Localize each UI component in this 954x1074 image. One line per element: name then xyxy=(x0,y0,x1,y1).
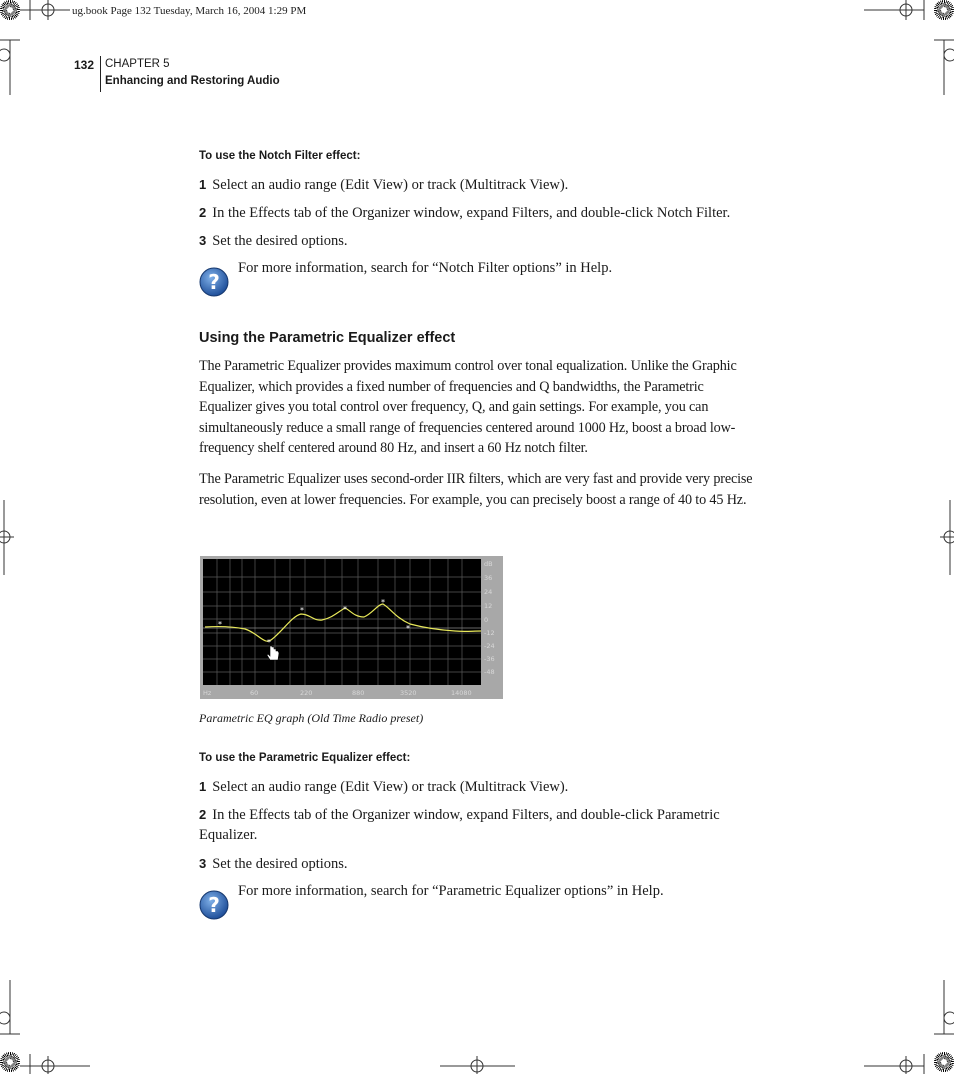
page-number: 132 xyxy=(74,58,95,72)
param-step-1 xyxy=(199,777,759,797)
eq-control-point: * xyxy=(406,624,410,633)
header-divider xyxy=(100,56,101,92)
step-number: 3 xyxy=(199,233,207,248)
chapter-title: Enhancing and Restoring Audio xyxy=(105,75,280,87)
notch-step-3 xyxy=(199,231,759,251)
eq-control-point: * xyxy=(300,606,304,615)
section-heading: Using the Parametric Equalizer effect xyxy=(199,330,456,346)
parametric-eq-graph xyxy=(200,556,503,699)
eq-control-point: * xyxy=(343,605,347,614)
step-number: 3 xyxy=(199,856,207,871)
eq-x-unit: Hz xyxy=(203,689,212,697)
eq-y-tick: 24 xyxy=(484,588,493,596)
step-text: In the Effects tab of the Organizer window, expand Filters, and double-click Notch Filter. xyxy=(212,205,731,221)
step-text: Set the desired options. xyxy=(212,233,348,249)
step-number: 1 xyxy=(199,779,207,794)
svg-text:?: ? xyxy=(208,893,220,917)
eq-y-tick: -36 xyxy=(484,655,495,663)
chapter-label: CHAPTER 5 xyxy=(105,58,170,70)
step-number: 2 xyxy=(199,807,207,822)
eq-y-tick: -48 xyxy=(484,668,495,676)
help-question-icon xyxy=(199,890,229,920)
eq-y-tick: 36 xyxy=(484,574,493,582)
eq-y-unit: dB xyxy=(484,560,493,568)
step-text: In the Effects tab of the Organizer window, expand Filters, and double-click Parametric Equalizer. xyxy=(199,807,720,843)
step-text: Select an audio range (Edit View) or track (Multitrack View). xyxy=(212,177,569,193)
param-procedure-heading: To use the Parametric Equalizer effect: xyxy=(199,752,411,764)
step-number: 1 xyxy=(199,177,207,192)
print-slug: ug.book Page 132 Tuesday, March 16, 2004 1:29 PM xyxy=(72,5,307,17)
step-text: Select an audio range (Edit View) or track (Multitrack View). xyxy=(212,779,569,795)
eq-control-point: * xyxy=(218,620,222,629)
figure-caption: Parametric EQ graph (Old Time Radio preset) xyxy=(199,711,424,725)
param-help-text: For more information, search for “Parametric Equalizer options” in Help. xyxy=(238,883,664,899)
svg-text:?: ? xyxy=(208,270,220,294)
step-text: Set the desired options. xyxy=(212,856,348,872)
eq-y-tick: 0 xyxy=(484,616,489,624)
eq-x-tick: 3520 xyxy=(400,689,417,697)
notch-help-text: For more information, search for “Notch Filter options” in Help. xyxy=(238,260,613,276)
eq-x-tick: 220 xyxy=(300,689,313,697)
eq-x-tick: 60 xyxy=(250,689,259,697)
param-step-2 xyxy=(199,805,759,845)
section-paragraph-2: The Parametric Equalizer uses second-order IIR filters, which are very fast and provide very precise resolution, even at lower frequencies. For example, you can precisely boost a range of 40 to 45 Hz. xyxy=(199,471,753,508)
notch-step-1 xyxy=(199,175,759,195)
step-number: 2 xyxy=(199,205,207,220)
eq-control-point: * xyxy=(267,638,271,647)
notch-procedure-heading: To use the Notch Filter effect: xyxy=(199,150,361,162)
eq-x-tick: 880 xyxy=(352,689,365,697)
eq-y-tick: -12 xyxy=(484,629,495,637)
section-paragraph-1: The Parametric Equalizer provides maximum control over tonal equalization. Unlike the Graphic Equalizer, which provides a fixed number of frequencies and Q bandwidths, the Parametric Equalizer gives you total control over frequency, Q, and gain settings. For example, you can simultaneously reduce a small range of frequencies centered around 1000 Hz, boost a broad low-frequency shelf centered around 80 Hz, and insert a 60 Hz notch filter. xyxy=(199,358,737,457)
param-step-3 xyxy=(199,854,759,874)
help-question-icon xyxy=(199,267,229,297)
eq-y-tick: 12 xyxy=(484,602,493,610)
eq-y-tick: -24 xyxy=(484,642,495,650)
eq-control-point: * xyxy=(381,598,385,607)
eq-x-tick: 14080 xyxy=(451,689,472,697)
notch-step-2 xyxy=(199,203,759,223)
